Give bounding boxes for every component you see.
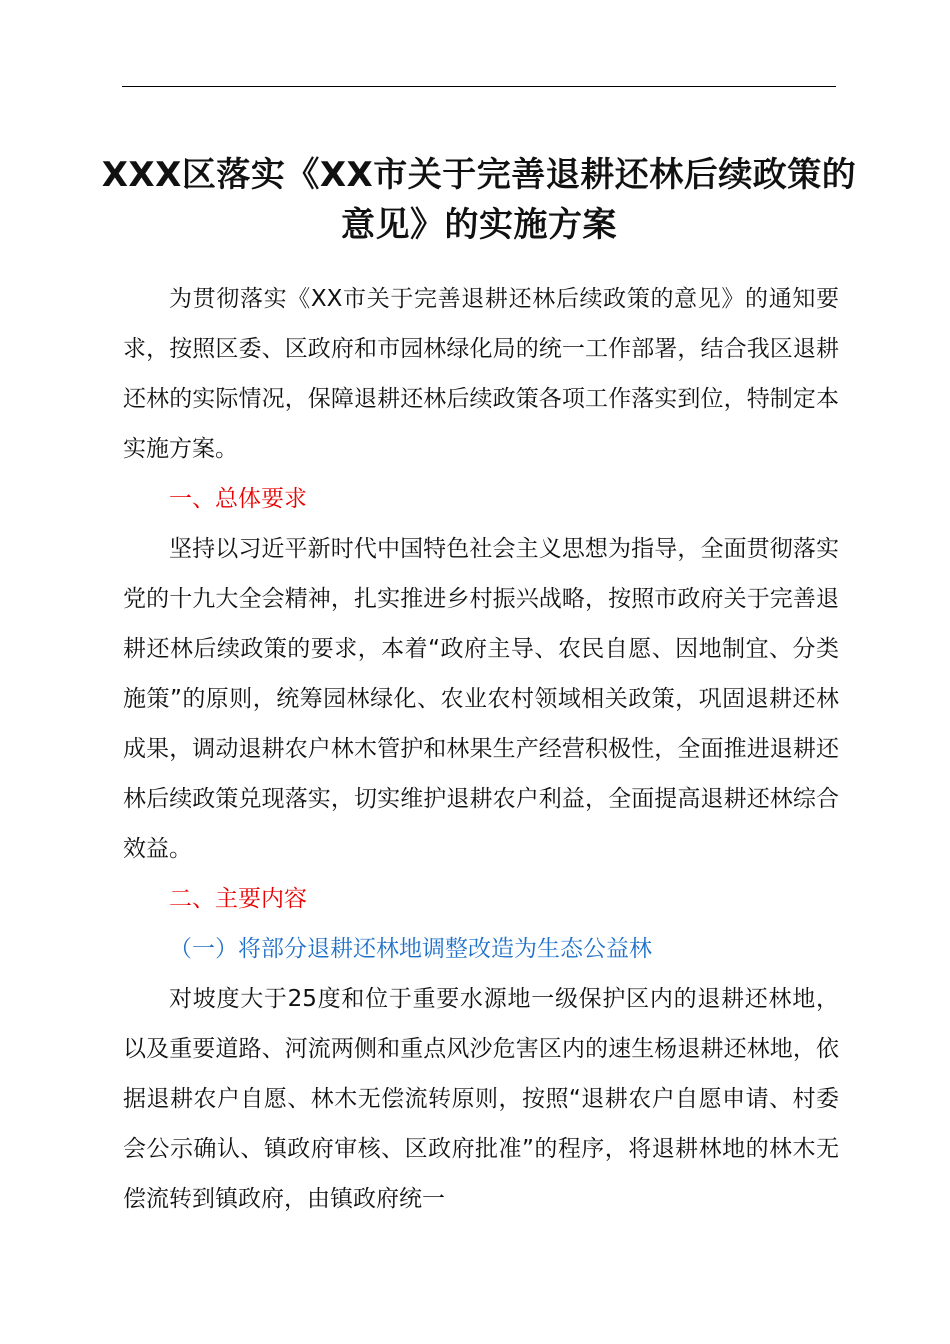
document-title: XXX区落实《XX市关于完善退耕还林后续政策的意见》的实施方案 bbox=[101, 155, 857, 245]
section-1-paragraph: 坚持以习近平新时代中国特色社会主义思想为指导，全面贯彻落实党的十九大全会精神，扎实推进乡村振兴战略，按照市政府关于完善退耕还林后续政策的要求，本着“政府主导、农民自愿、因地制宜、分类施策”的原则，统筹园林绿化、农业农村领域相关政策，巩固退耕还林成果，调动退耕农户林木管护和林果生产经营积极性，全面推进退耕还林后续政策兑现落实，切实维护退耕农户利益，全面提高退耕还林综合效益。 bbox=[123, 536, 839, 862]
section-2-heading: 二、主要内容 bbox=[169, 886, 307, 912]
header-rule bbox=[122, 86, 836, 87]
section-2-subheading: （一）将部分退耕还林地调整改造为生态公益林 bbox=[169, 936, 652, 962]
intro-paragraph: 为贯彻落实《XX市关于完善退耕还林后续政策的意见》的通知要求，按照区委、区政府和市园林绿化局的统一工作部署，结合我区退耕还林的实际情况，保障退耕还林后续政策各项工作落实到位，特制定本实施方案。 bbox=[123, 286, 839, 462]
document-body bbox=[123, 274, 839, 1224]
section-2-paragraph: 对坡度大于25度和位于重要水源地一级保护区内的退耕还林地，以及重要道路、河流两侧和重点风沙危害区内的速生杨退耕还林地，依据退耕农户自愿、林木无偿流转原则，按照“退耕农户自愿申请、村委会公示确认、镇政府审核、区政府批准”的程序，将退耕林地的林木无偿流转到镇政府，由镇政府统一 bbox=[123, 986, 839, 1212]
section-1-heading: 一、总体要求 bbox=[169, 486, 307, 512]
